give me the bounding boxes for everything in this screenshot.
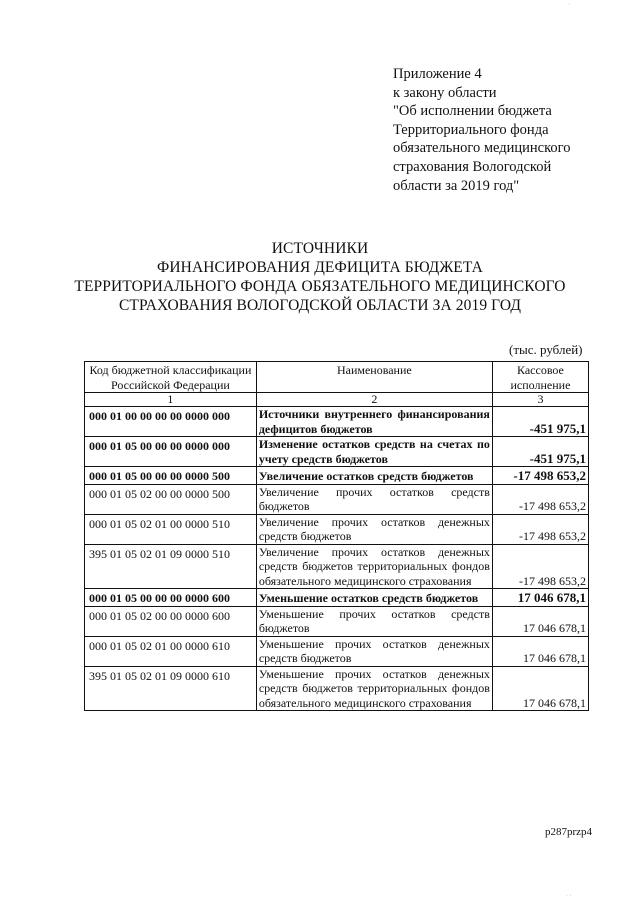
appendix-line: Приложение 4 <box>393 66 482 82</box>
column-number: 3 <box>492 393 588 407</box>
appendix-line: к закону области <box>393 84 497 101</box>
table-row <box>85 636 589 666</box>
row-code: 000 01 00 00 00 00 0000 000 <box>85 407 257 437</box>
row-name: Уменьшение прочих остатков денежных средств бюджетов <box>256 636 492 666</box>
table-row <box>85 437 589 467</box>
row-amount: -17 498 653,2 <box>492 484 588 514</box>
header-amount: Кассовое исполнение <box>492 362 588 393</box>
table-row <box>85 606 589 636</box>
row-amount: -451 975,1 <box>492 437 588 467</box>
table-row <box>85 514 589 544</box>
appendix-line: области за 2019 год" <box>393 177 520 194</box>
row-code: 000 01 05 00 00 00 0000 000 <box>85 437 257 467</box>
title-line: ТЕРРИТОРИАЛЬНОГО ФОНДА ОБЯЗАТЕЛЬНОГО МЕДИЦИНСКОГО <box>74 278 566 295</box>
title-line: ИСТОЧНИКИ <box>271 240 369 257</box>
header-row <box>85 362 589 393</box>
row-amount: -17 498 653,2 <box>492 467 588 485</box>
row-amount: 17 046 678,1 <box>492 636 588 666</box>
row-amount: -451 975,1 <box>492 407 588 437</box>
appendix-line: Территориального фонда <box>393 121 549 138</box>
row-amount: 17 046 678,1 <box>492 666 588 711</box>
title-line: СТРАХОВАНИЯ ВОЛОГОДСКОЙ ОБЛАСТИ ЗА 2019 ГОД <box>118 297 522 314</box>
table-row <box>85 484 589 514</box>
row-code: 000 01 05 02 00 00 0000 600 <box>85 606 257 636</box>
table-row <box>85 467 589 485</box>
scan-artifact-mark: · · <box>566 893 572 899</box>
header-code: Код бюджетной классификации Российской Федерации <box>85 362 257 393</box>
row-code: 000 01 05 00 00 00 0000 600 <box>85 589 257 607</box>
row-code: 000 01 05 02 01 00 0000 610 <box>85 636 257 666</box>
appendix-line: страхования Вологодской <box>393 158 552 175</box>
row-name: Уменьшение прочих остатков денежных средств бюджетов территориальных фондов обязательного медицинского страхования <box>256 666 492 711</box>
appendix-line: обязательного медицинского <box>393 140 571 157</box>
row-name: Увеличение прочих остатков средств бюджетов <box>256 484 492 514</box>
row-code: 000 01 05 02 01 00 0000 510 <box>85 514 257 544</box>
scan-artifact-mark: · <box>568 2 570 8</box>
row-name: Увеличение прочих остатков денежных средств бюджетов территориальных фондов обязательного медицинского страхования <box>256 544 492 589</box>
table-row <box>85 544 589 589</box>
table-row <box>85 407 589 437</box>
row-code: 395 01 05 02 01 09 0000 510 <box>85 544 257 589</box>
column-number: 1 <box>85 393 257 407</box>
row-name: Увеличение остатков средств бюджетов <box>256 467 492 485</box>
document-title <box>0 239 640 315</box>
row-name: Уменьшение остатков средств бюджетов <box>256 589 492 607</box>
appendix-block <box>393 65 633 195</box>
row-amount: 17 046 678,1 <box>492 606 588 636</box>
row-amount: -17 498 653,2 <box>492 514 588 544</box>
row-name: Уменьшение прочих остатков средств бюджетов <box>256 606 492 636</box>
row-code: 000 01 05 02 00 00 0000 500 <box>85 484 257 514</box>
row-name: Источники внутреннего финансирования дефицитов бюджетов <box>256 407 492 437</box>
row-code: 395 01 05 02 01 09 0000 610 <box>85 666 257 711</box>
row-amount: 17 046 678,1 <box>492 589 588 607</box>
appendix-line: "Об исполнении бюджета <box>393 103 552 120</box>
title-line: ФИНАНСИРОВАНИЯ ДЕФИЦИТА БЮДЖЕТА <box>157 259 483 276</box>
header-name: Наименование <box>256 362 492 393</box>
table-row <box>85 666 589 711</box>
column-number: 2 <box>256 393 492 407</box>
units-label: (тыс. рублей) <box>509 342 583 357</box>
document-code: p287przp4 <box>545 826 593 838</box>
financing-sources-table <box>84 361 589 711</box>
row-name: Увеличение прочих остатков денежных средств бюджетов <box>256 514 492 544</box>
row-name: Изменение остатков средств на счетах по учету средств бюджетов <box>256 437 492 467</box>
column-number-row <box>85 393 589 407</box>
table-row <box>85 589 589 607</box>
row-code: 000 01 05 00 00 00 0000 500 <box>85 467 257 485</box>
row-amount: -17 498 653,2 <box>492 544 588 589</box>
